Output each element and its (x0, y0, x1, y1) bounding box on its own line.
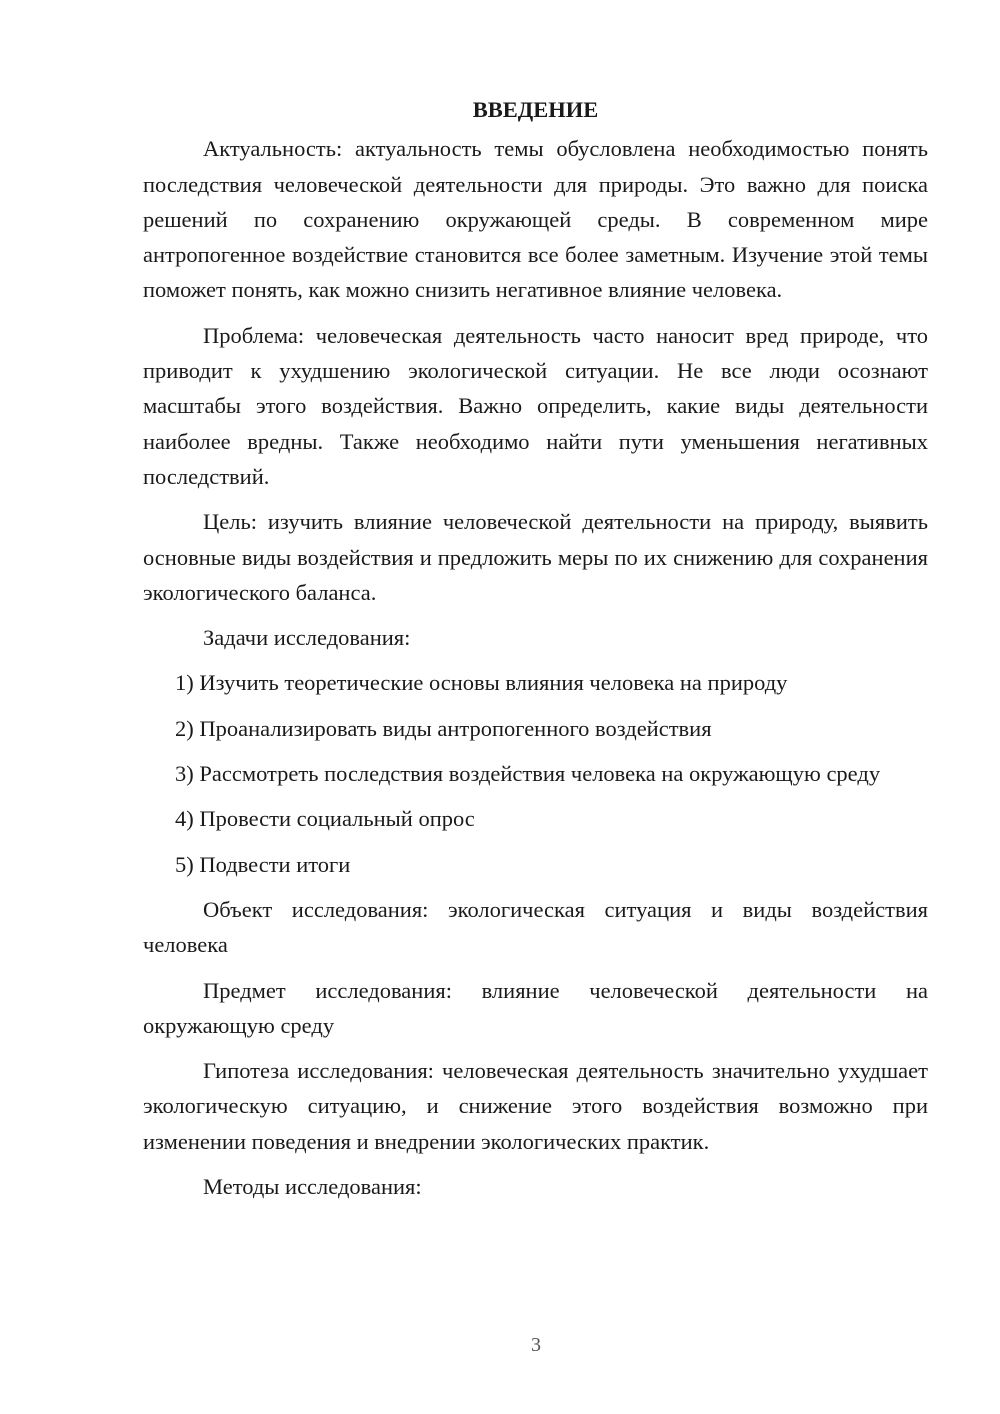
tasks-heading: Задачи исследования: (203, 625, 411, 651)
task-item: 5) Подвести итоги (175, 851, 351, 877)
paragraph-subject: Предмет исследования: влияние человеческой деятельности на окружающую среду (143, 977, 928, 1038)
paragraph-problem: Проблема: человеческая деятельность часто наносит вред природе, что приводит к ухудшению экологической ситуации. Не все люди осознают масштабы этого воздействия. Важно определить, какие виды деятельности наиболее вредны. Также необходимо найти пути уменьшения негативных последствий. (143, 322, 928, 489)
task-item: 1) Изучить теоретические основы влияния человека на природу (175, 670, 788, 696)
page-title: ВВЕДЕНИЕ (472, 97, 599, 122)
paragraph-hypothesis: Гипотеза исследования: человеческая деятельность значительно ухудшает экологическую ситуацию, и снижение этого воздействия возможно при изменении поведения и внедрении экологических практик. (143, 1058, 928, 1154)
task-item: 4) Провести социальный опрос (175, 806, 475, 832)
methods-heading: Методы исследования: (203, 1174, 422, 1200)
paragraph-object: Объект исследования: экологическая ситуация и виды воздействия человека (143, 896, 928, 958)
page-number: 3 (531, 1334, 541, 1356)
paragraph-goal: Цель: изучить влияние человеческой деятельности на природу, выявить основные виды воздействия и предложить меры по их снижению для сохранения экологического баланса. (143, 509, 928, 605)
task-item: 2) Проанализировать виды антропогенного воздействия (175, 715, 712, 741)
paragraph-relevance: Актуальность: актуальность темы обусловлена необходимостью понять последствия человеческой деятельности для природы. Это важно для поиска решений по сохранению окружающей среды. В современном мире антропогенное воздействие становится все более заметным. Изучение этой темы поможет понять, как можно снизить негативное влияние человека. (143, 136, 928, 303)
page-content (143, 92, 928, 1214)
task-item: 3) Рассмотреть последствия воздействия человека на окружающую среду (175, 761, 881, 787)
